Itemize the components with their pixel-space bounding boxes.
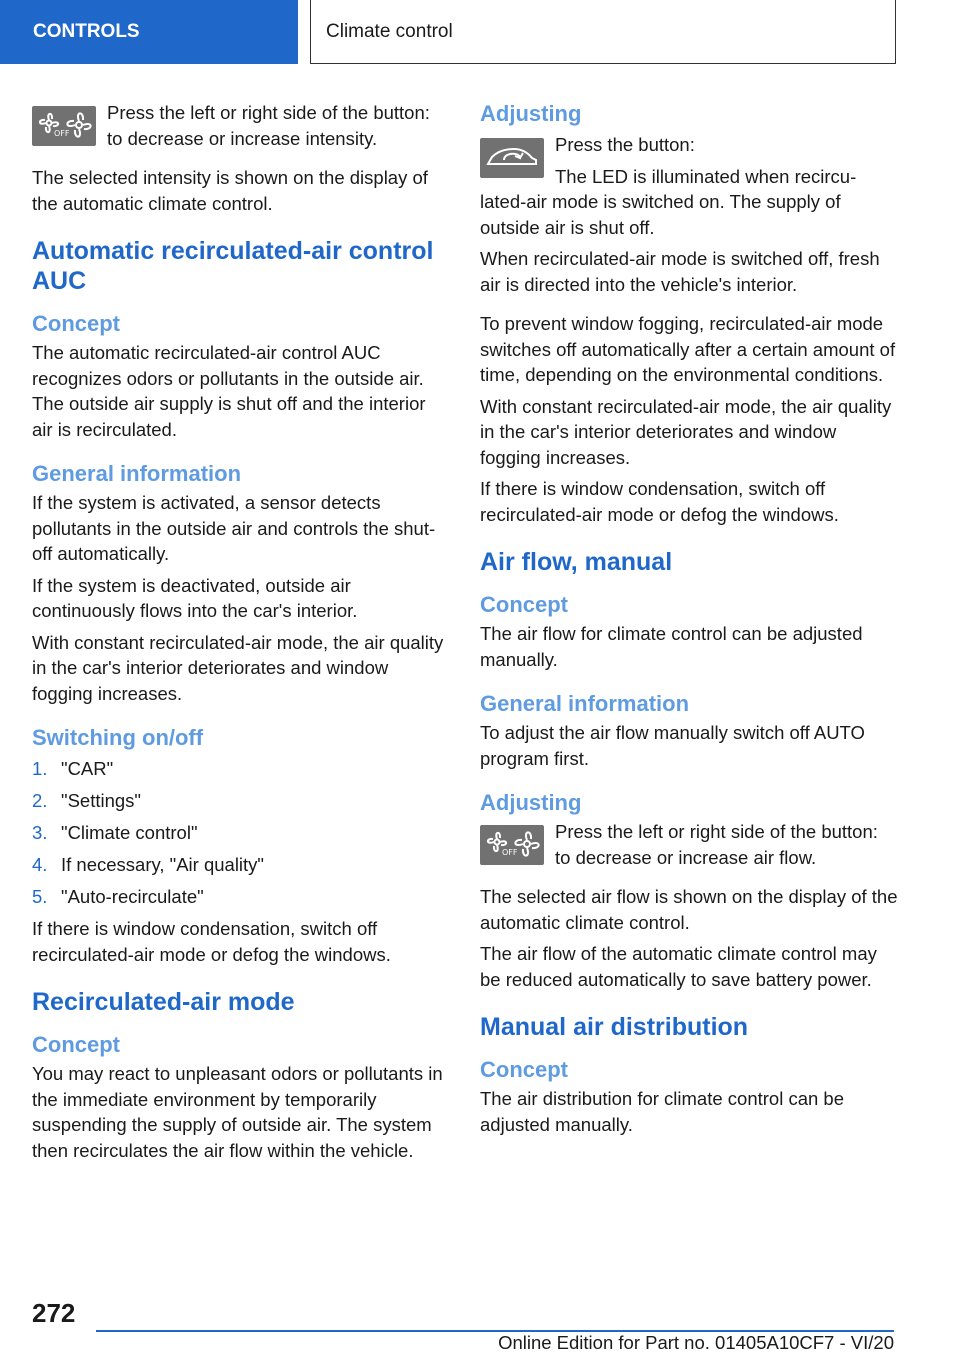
airflow-adjusting-heading: Adjusting: [480, 790, 582, 815]
airflow-title: Air flow, manual: [480, 548, 673, 576]
left-column: [32, 100, 450, 1169]
chapter-header: [310, 0, 896, 64]
auc-general-heading: General information: [32, 461, 242, 486]
step-text: "Settings": [61, 790, 141, 811]
airflow-general-heading: General information: [480, 691, 690, 716]
list-item: [32, 788, 450, 814]
condensation-text: If there is window condensation, switch off recirculated-air mode or defog the windows.: [32, 918, 391, 965]
intensity-button-row: [32, 100, 450, 151]
adjusting-heading: Adjusting: [480, 101, 582, 126]
list-item: [32, 756, 450, 782]
page-number: 272: [32, 1298, 76, 1328]
airflow-general-text: To adjust the air flow manually switch off AUTO program first.: [480, 722, 865, 769]
auc-concept-text: The automatic recirculated-air control AUC recognizes odors or pollutants in the outside air. The outside air supply is shut off and the interior air is recirculated.: [32, 342, 426, 440]
airflow-button-row: [480, 819, 898, 870]
step-number: 4.: [32, 854, 48, 875]
step-number: 5.: [32, 886, 48, 907]
svg-text:OFF: OFF: [502, 848, 518, 857]
auc-general-p1: If the system is activated, a sensor detects pollutants in the outside air and controls the shut-off automatically.: [32, 492, 436, 564]
airflow-concept-heading: Concept: [480, 592, 568, 617]
distribution-title: Manual air distribution: [480, 1013, 749, 1041]
step-number: 3.: [32, 822, 48, 843]
intensity-button-text: Press the left or right side of the button: to decrease or increase intensity.: [107, 102, 430, 149]
recirculation-car-icon: [480, 138, 544, 178]
auc-general-p3: With constant recirculated-air mode, the air quality in the car's interior deteriorates and window fogging increases.: [32, 631, 444, 704]
section-tab: [0, 0, 298, 64]
step-text: "CAR": [61, 758, 114, 779]
airflow-battery-text: The air flow of the automatic climate control may be reduced automatically to save battery power.: [480, 943, 877, 990]
switch-off-text: When recirculated-air mode is switched off, fresh air is directed into the vehicle's interior.: [480, 248, 880, 295]
step-number: 1.: [32, 758, 48, 779]
list-item: [32, 852, 450, 878]
distribution-concept-text: The air distribution for climate control can be adjusted manually.: [480, 1088, 845, 1135]
airflow-display-text: The selected air flow is shown on the display of the automatic climate control.: [480, 886, 898, 933]
recirc-concept-heading: Concept: [32, 1032, 120, 1057]
airflow-concept-text: The air flow for climate control can be adjusted manually.: [480, 623, 863, 670]
footer-edition: Online Edition for Part no. 01405A10CF7 - VI/20: [498, 1332, 894, 1353]
condensation-text-right: If there is window condensation, switch off recirculated-air mode or defog the windows.: [480, 478, 839, 525]
section-title: CONTROLS: [33, 21, 140, 42]
recirc-concept-text: You may react to unpleasant odors or pollutants in the immediate environment by temporarily suspending the supply of outside air. The system then recirculates the air flow within the vehicle.: [32, 1063, 443, 1161]
steps-list: [32, 756, 450, 910]
press-button-text: Press the button:: [555, 134, 695, 155]
constant-text: With constant recirculated-air mode, the air quality in the car's interior deteriorates and window fogging increases.: [480, 395, 892, 468]
auc-concept-heading: Concept: [32, 311, 120, 336]
recirc-title: Recirculated-air mode: [32, 988, 295, 1016]
fan-off-button-icon: [480, 825, 544, 865]
fogging-text: To prevent window fogging, recirculated-air mode switches off automatically after a certain amount of time, depending on the environmental conditions.: [480, 313, 896, 385]
fan-off-button-icon: [32, 106, 96, 146]
list-item: [32, 884, 450, 910]
auc-general-p2: If the system is deactivated, outside air continuously flows into the car's interior.: [32, 574, 358, 621]
right-column: [480, 100, 898, 1143]
chapter-title: Climate control: [326, 20, 453, 42]
step-text: "Auto-recirculate": [61, 886, 204, 907]
airflow-button-text: Press the left or right side of the button: to decrease or increase air flow.: [555, 821, 878, 868]
distribution-concept-heading: Concept: [480, 1057, 568, 1082]
step-number: 2.: [32, 790, 48, 811]
step-text: If necessary, "Air quality": [61, 854, 265, 875]
step-text: "Climate control": [61, 822, 198, 843]
led-text-a: The LED is illuminated when recircu-: [555, 165, 857, 187]
switching-heading: Switching on/off: [32, 725, 204, 750]
led-text-b: lated-air mode is switched on. The supply of outside air is shut off.: [480, 191, 841, 238]
auc-title: Automatic recirculated-air control AUC: [32, 237, 434, 295]
list-item: [32, 820, 450, 846]
recirc-button-row: [480, 132, 898, 189]
svg-text:OFF: OFF: [54, 129, 70, 138]
intensity-display-text: The selected intensity is shown on the display of the automatic climate control.: [32, 167, 428, 214]
